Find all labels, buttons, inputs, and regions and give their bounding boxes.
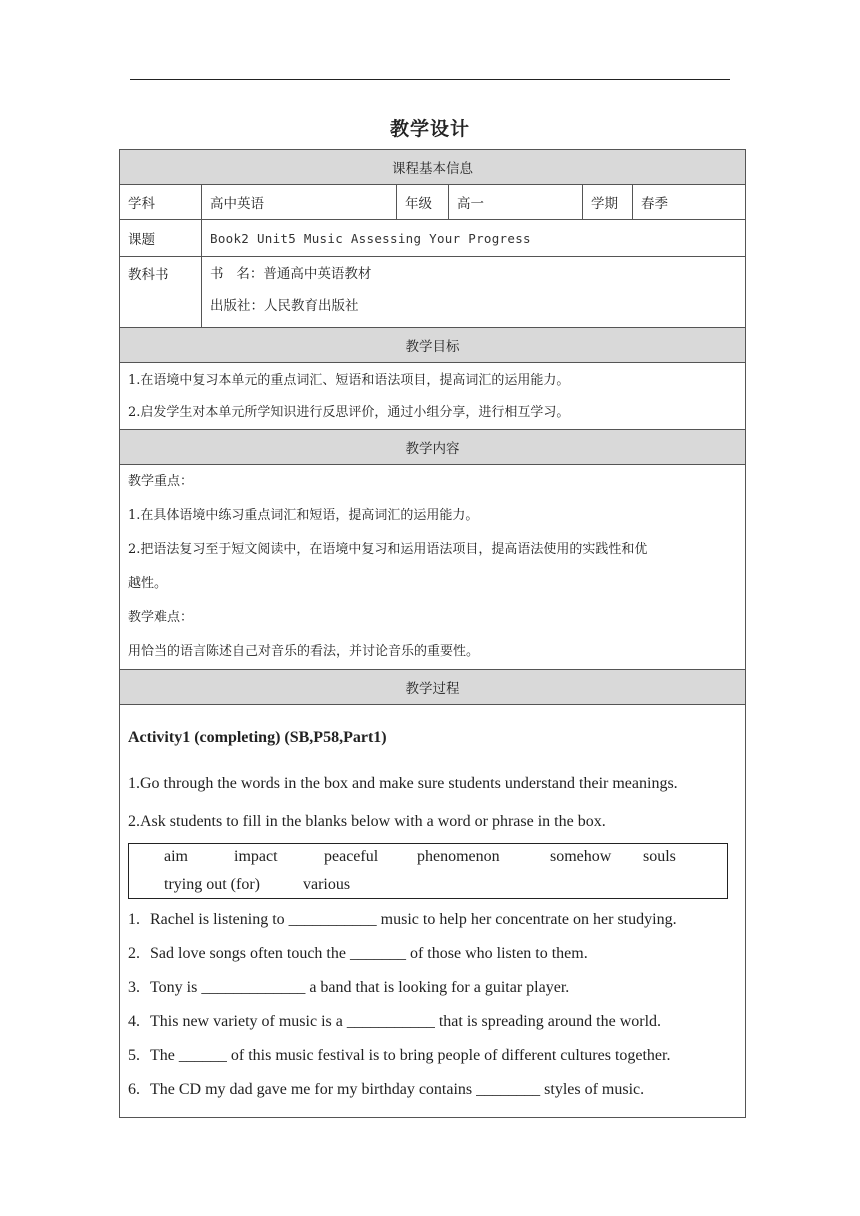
- word-box-item: various: [303, 876, 351, 893]
- key-points-label: 教学重点：: [128, 474, 194, 489]
- grade-value: 高一: [449, 185, 583, 220]
- key-point-item: 越性。: [128, 576, 168, 591]
- word-box-item: souls: [643, 848, 676, 865]
- word-box-item: trying out (for): [164, 876, 260, 893]
- term-value: 春季: [633, 185, 746, 220]
- question-item: 5. The ______ of this music festival is to bring people of different cultures together.: [128, 1047, 671, 1064]
- textbook-name: 书 名：普通高中英语教材: [210, 266, 372, 282]
- goals-row: [120, 363, 746, 430]
- subject-value: 高中英语: [202, 185, 397, 220]
- process-row: [120, 705, 746, 1118]
- step-instruction: 2.Ask students to fill in the blanks below with a word or phrase in the box.: [128, 813, 606, 830]
- activity-title: Activity1 (completing) (SB,P58,Part1): [128, 729, 387, 746]
- difficult-point-item: 用恰当的语言陈述自己对音乐的看法，并讨论音乐的重要性。: [128, 644, 480, 659]
- textbook-publisher: 出版社：人民教育出版社: [210, 298, 359, 314]
- basic-info-row: [120, 185, 746, 220]
- section-header-goals: 教学目标: [120, 328, 746, 363]
- lesson-plan-table: [119, 149, 746, 1118]
- section-header-content: 教学内容: [120, 430, 746, 465]
- term-label: 学期: [583, 185, 633, 220]
- textbook-row: [120, 257, 746, 328]
- header-rule: [130, 79, 730, 80]
- question-item: 1. Rachel is listening to ___________ music to help her concentrate on her studying.: [128, 911, 677, 928]
- content-row: [120, 465, 746, 670]
- goal-item: 1.在语境中复习本单元的重点词汇、短语和语法项目，提高词汇的运用能力。: [128, 373, 570, 388]
- step-instruction: 1.Go through the words in the box and make sure students understand their meanings.: [128, 775, 678, 792]
- key-point-item: 1.在具体语境中练习重点词汇和短语，提高词汇的运用能力。: [128, 508, 479, 523]
- word-box-item: peaceful: [324, 848, 379, 865]
- topic-row: [120, 220, 746, 257]
- word-box-item: impact: [234, 848, 278, 865]
- grade-label: 年级: [397, 185, 449, 220]
- textbook-label: 教科书: [120, 257, 202, 328]
- question-item: 2. Sad love songs often touch the _______ of those who listen to them.: [128, 945, 588, 962]
- goal-item: 2.启发学生对本单元所学知识进行反思评价，通过小组分享，进行相互学习。: [128, 405, 570, 420]
- word-box-item: phenomenon: [417, 848, 500, 865]
- document-title: 教学设计: [389, 118, 470, 140]
- key-point-item: 2.把语法复习至于短文阅读中，在语境中复习和运用语法项目，提高语法使用的实践性和优: [128, 542, 648, 557]
- question-item: 4. This new variety of music is a ___________ that is spreading around the world.: [128, 1013, 662, 1030]
- question-item: 6. The CD my dad gave me for my birthday contains ________ styles of music.: [128, 1081, 645, 1098]
- topic-label: 课题: [120, 220, 202, 257]
- word-box-item: somehow: [550, 848, 612, 865]
- question-list: [128, 903, 737, 1107]
- question-item: 3. Tony is _____________ a band that is looking for a guitar player.: [128, 979, 570, 996]
- subject-label: 学科: [120, 185, 202, 220]
- section-header-basic-info: 课程基本信息: [120, 150, 746, 185]
- difficult-points-label: 教学难点：: [128, 610, 194, 625]
- word-box-item: aim: [164, 848, 188, 865]
- topic-value: Book2 Unit5 Music Assessing Your Progress: [202, 220, 746, 257]
- word-box: [128, 843, 728, 899]
- section-header-process: 教学过程: [120, 670, 746, 705]
